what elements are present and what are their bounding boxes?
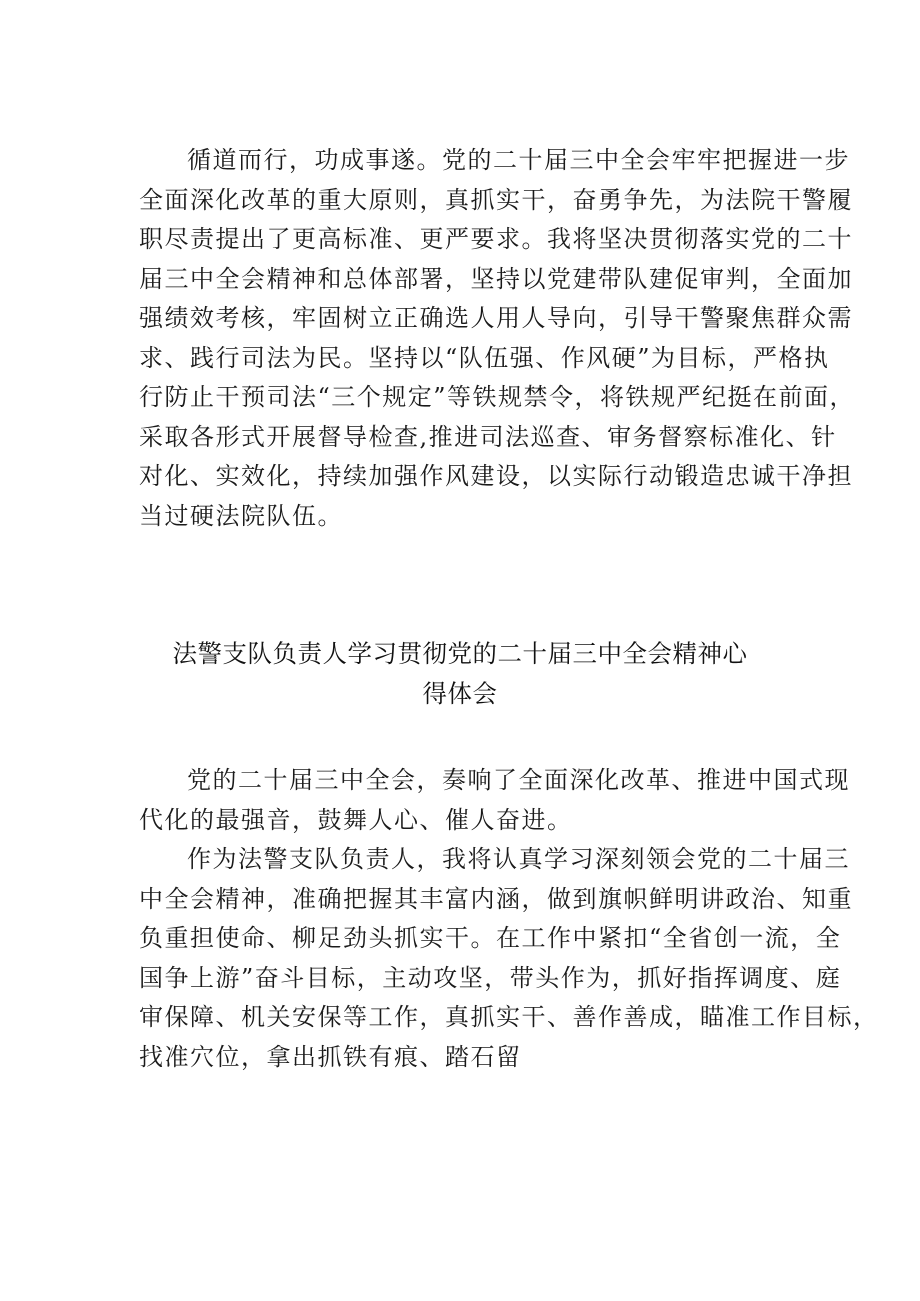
text-line: 循道而行，功成事遂。党的二十届三中全会牢牢把握进一步 xyxy=(187,146,850,174)
section-heading xyxy=(0,634,920,714)
text-line: 国争上游”奋斗目标，主动攻坚，带头作为，抓好指挥调度、庭 xyxy=(139,963,842,992)
heading-line-1: 法警支队负责人学习贯彻党的二十届三中全会精神心 xyxy=(172,639,748,668)
text-line: 强绩效考核，牢固树立正确选人用人导向，引导干警聚焦群众需 xyxy=(139,304,853,332)
text-line: 党的二十届三中全会，奏响了全面深化改革、推进中国式现 xyxy=(187,766,850,794)
text-line: 审保障、机关安保等工作，真抓实干、善作善成，瞄准工作目标， xyxy=(139,1003,879,1031)
text-line: 全面深化改革的重大原则，真抓实干，奋勇争先，为法院干警履 xyxy=(139,185,853,214)
text-line: 中全会精神，准确把握其丰富内涵，做到旗帜鲜明讲政治、知重 xyxy=(139,884,853,913)
text-line: 届三中全会精神和总体部署，坚持以党建带队建促审判，全面加 xyxy=(139,264,853,293)
text-line: 采取各形式开展督导检查,推进司法巡查、审务督察标准化、针 xyxy=(139,422,837,451)
text-line: 找准穴位，拿出抓铁有痕、踏石留 xyxy=(139,1042,522,1071)
text-line: 求、践行司法为民。坚持以“队伍强、作风硬”为目标，严格执 xyxy=(139,343,830,372)
heading-line-2: 得体会 xyxy=(422,679,498,708)
text-line: 代化的最强音，鼓舞人心、催人奋进。 xyxy=(139,805,573,834)
paragraph-bailiff-commitment xyxy=(139,840,879,1077)
text-line: 行防止干预司法“三个规定”等铁规禁令，将铁规严纪挺在前面， xyxy=(139,383,856,411)
text-line: 负重担使命、柳足劲头抓实干。在工作中紧扣“全省创一流，全 xyxy=(139,924,842,952)
paragraph-plenum-intro xyxy=(139,761,850,840)
text-line: 职尽责提出了更高标准、更严要求。我将坚决贯彻落实党的二十 xyxy=(139,225,853,253)
text-line: 作为法警支队负责人，我将认真学习深刻领会党的二十届三 xyxy=(187,845,850,873)
paragraph-reform-commitment xyxy=(139,141,856,536)
text-line: 对化、实效化，持续加强作风建设，以实际行动锻造忠诚干净担 xyxy=(139,462,853,490)
text-line: 当过硬法院队伍。 xyxy=(139,501,343,530)
